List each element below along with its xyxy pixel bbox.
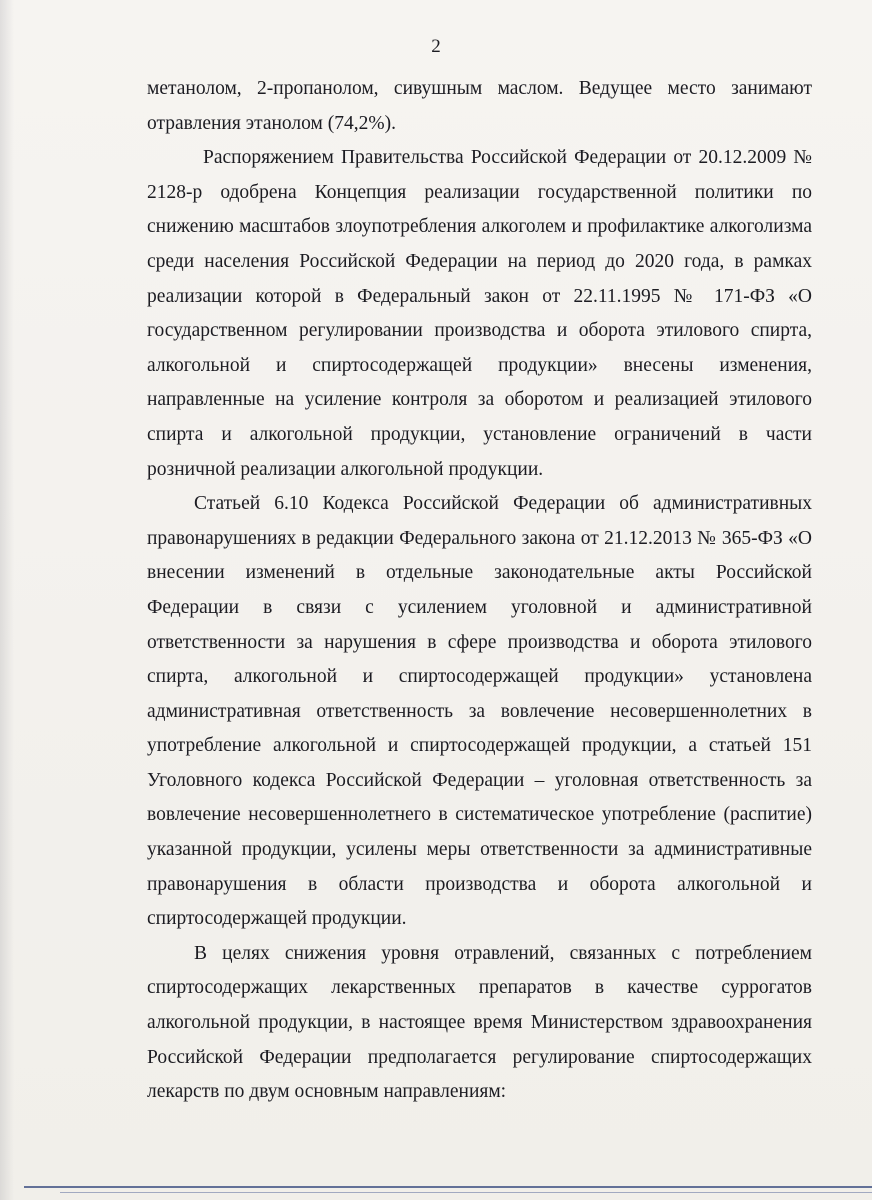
- bottom-edge-line-secondary: [60, 1192, 872, 1193]
- document-body: [147, 72, 812, 1110]
- paragraph-government-order: Распоряжением Правительства Российской Федерации от 20.12.2009 № 2128-р одобрена Концепция реализации государственной политики по снижению масштабов злоупотребления алкоголем и профилактике алкоголизма среди населения Российской Федерации на период до 2020 года, в рамках реализации которой в Федеральный закон от 22.11.1995 № 171-ФЗ «О государственном регулировании производства и оборота этилового спирта, алкогольной и спиртосодержащей продукции» внесены изменения, направленные на усиление контроля за оборотом и реализацией этилового спирта и алкогольной продукции, установление ограничений в части розничной реализации алкогольной продукции.: [147, 147, 812, 480]
- page-number: 2: [431, 36, 441, 57]
- paragraph-ministry-measures: В целях снижения уровня отравлений, связанных с потреблением спиртосодержащих лекарственных препаратов в качестве суррогатов алкогольной продукции, в настоящее время Министерством здравоохранения Российской Федерации предполагается регулирование спиртосодержащих лекарств по двум основным направлениям:: [147, 942, 812, 1103]
- paragraph-administrative-code: Статьей 6.10 Кодекса Российской Федерации об административных правонарушениях в редакции Федерального закона от 21.12.2013 № 365-ФЗ «О внесении изменений в отдельные законодательные акты Российской Федерации в связи с усилением уголовной и административной ответственности за нарушения в сфере производства и оборота этилового спирта, алкогольной и спиртосодержащей продукции» установлена административная ответственность за вовлечение несовершеннолетних в употребление алкогольной и спиртосодержащей продукции, а статьей 151 Уголовного кодекса Российской Федерации – уголовная ответственность за вовлечение несовершеннолетнего в систематическое употребление (распитие) указанной продукции, усилены меры ответственности за административные правонарушения в области производства и оборота алкогольной и спиртосодержащей продукции.: [147, 493, 812, 930]
- bottom-edge-line: [24, 1186, 872, 1188]
- paragraph-continuation: метанолом, 2-пропанолом, сивушным маслом. Ведущее место занимают отравления этанолом (74,2%).: [147, 78, 812, 134]
- scan-edge-shadow: [0, 0, 14, 1200]
